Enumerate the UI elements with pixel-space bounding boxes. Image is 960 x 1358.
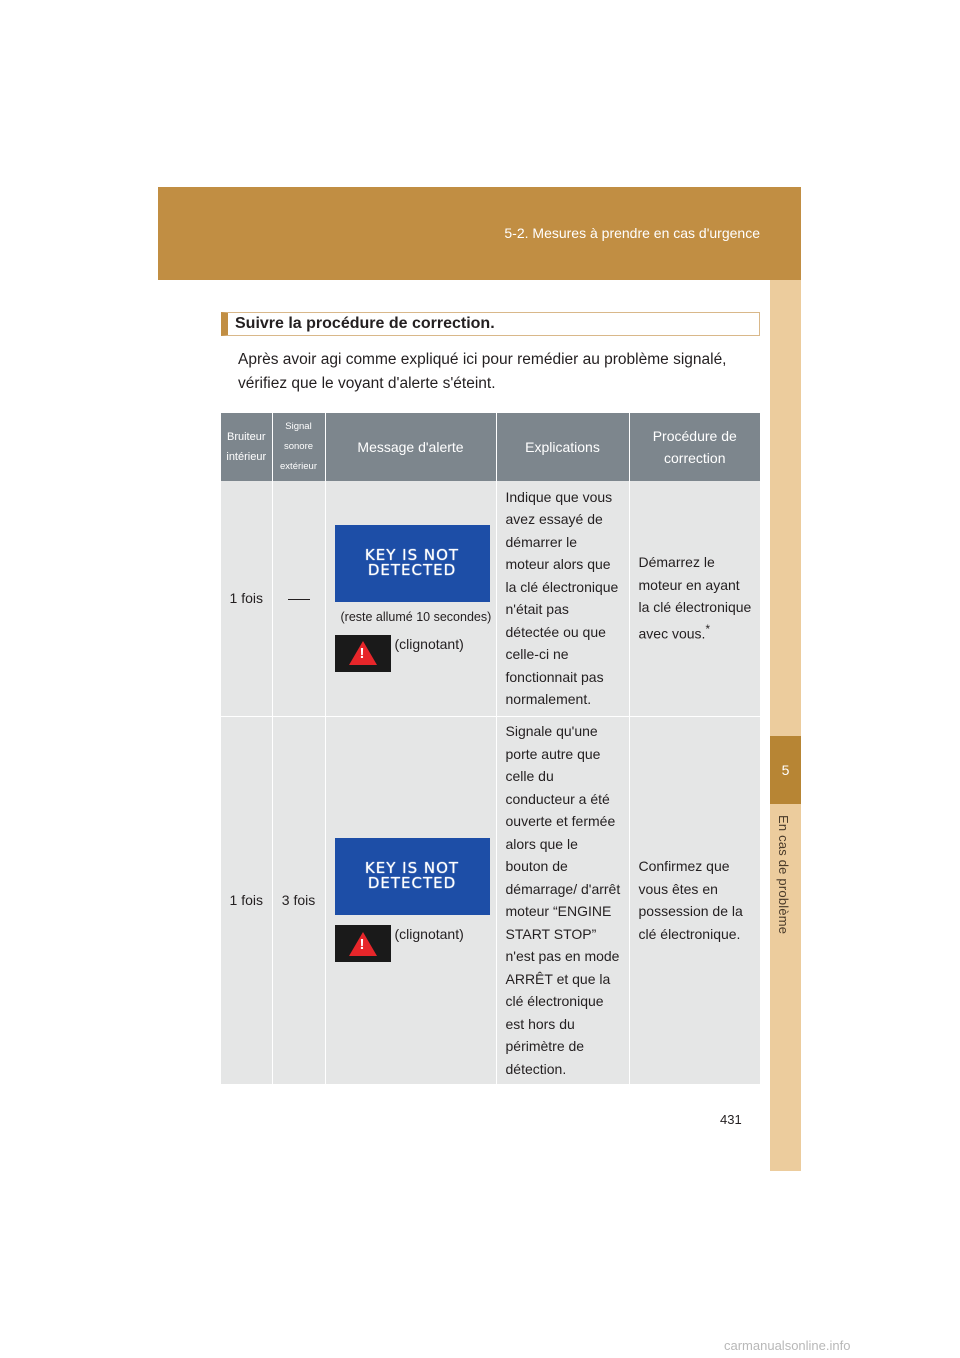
chapter-side-tab (770, 280, 801, 1171)
message-cell (325, 481, 496, 716)
section-heading: Suivre la procédure de correction. (221, 312, 760, 336)
display-caption: (reste allumé 10 secondes) (340, 610, 492, 624)
buzzer-in-cell: 1 fois (221, 716, 272, 1084)
buzzer-out-cell: 3 fois (272, 716, 325, 1084)
explanation-cell: Indique que vous avez essayé de démarrer le moteur alors que la clé électronique n'était pas détectée ou que celle-ci ne fonctionnait pas normalement. (496, 481, 629, 716)
buzzer-out-cell (272, 481, 325, 716)
page-number: 431 (720, 1112, 742, 1127)
header-band (158, 187, 801, 280)
key-not-detected-display: KEY IS NOT DETECTED (335, 525, 490, 602)
warning-triangle-icon (335, 925, 391, 962)
header-procedure: Procédure de correction (629, 413, 760, 481)
header-explanation: Explications (496, 413, 629, 481)
watermark: carmanualsonline.info (724, 1338, 851, 1353)
dash-none (288, 599, 310, 600)
table-header-row (221, 413, 760, 481)
chapter-number: 5 (770, 736, 801, 804)
message-cell (325, 716, 496, 1084)
table-row (221, 481, 760, 716)
warning-triangle-icon (335, 635, 391, 672)
procedure-cell: Démarrez le moteur en ayant la clé électronique avec vous.* (629, 481, 760, 716)
chapter-label: En cas de problème (776, 815, 791, 935)
table-row (221, 716, 760, 1084)
header-buzzer-out: Signal sonore extérieur (272, 413, 325, 481)
footnote-marker: * (705, 622, 710, 636)
buzzer-in-cell: 1 fois (221, 481, 272, 716)
header-buzzer-in: Bruiteur intérieur (221, 413, 272, 481)
key-not-detected-display: KEY IS NOT DETECTED (335, 838, 490, 915)
intro-paragraph: Après avoir agi comme expliqué ici pour remédier au problème signalé, vérifiez que le voyant d'alerte s'éteint. (238, 351, 727, 392)
procedure-cell: Confirmez que vous êtes en possession de la clé électronique. (629, 716, 760, 1084)
header-message: Message d'alerte (325, 413, 496, 481)
warning-caption: (clignotant) (394, 926, 464, 943)
warning-caption: (clignotant) (394, 635, 464, 652)
explanation-cell: Signale qu'une porte autre que celle du conducteur a été ouverte et fermée alors que le bouton de démarrage/ d'arrêt moteur “ENGINE START STOP” n'est pas en mode ARRÊT et que la clé électronique est hors du périmètre de détection. (496, 716, 629, 1084)
breadcrumb: 5-2. Mesures à prendre en cas d'urgence (504, 225, 760, 241)
alert-table (221, 413, 760, 1085)
